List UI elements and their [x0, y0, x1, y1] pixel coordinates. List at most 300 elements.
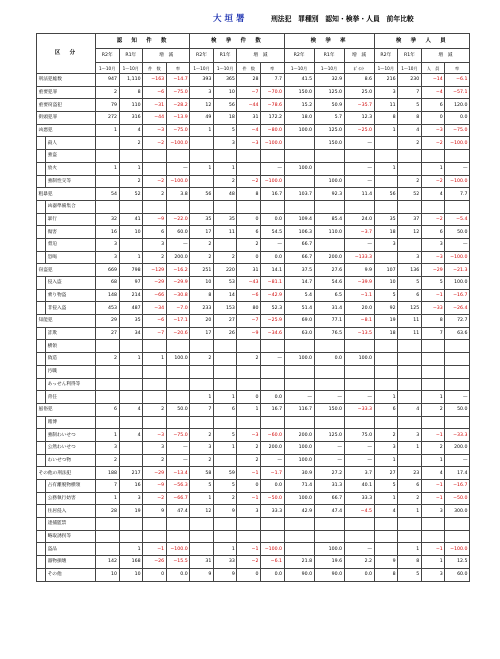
cell-value: 1: [213, 543, 237, 556]
cell-value: 48: [213, 188, 237, 201]
cell-value: −133.3: [344, 251, 374, 264]
cell-value: 12.3: [344, 112, 374, 125]
cell-value: 16.7: [260, 403, 284, 416]
cell-value: [374, 378, 398, 391]
row-label: 窃盗犯: [37, 264, 96, 277]
cell-value: [166, 530, 190, 543]
cell-value: 4: [421, 467, 445, 480]
cell-value: 9: [374, 556, 398, 569]
cell-value: 0: [237, 213, 261, 226]
cell-value: 4: [421, 188, 445, 201]
cell-value: [213, 416, 237, 429]
indent-spacer: [37, 150, 46, 163]
cell-value: 3: [190, 441, 214, 454]
cell-value: [143, 200, 167, 213]
cell-value: 251: [190, 264, 214, 277]
cell-value: [284, 340, 314, 353]
cell-value: 52: [119, 188, 143, 201]
cell-value: −26: [143, 556, 167, 569]
cell-value: −14: [421, 74, 445, 87]
cell-value: 21.8: [284, 556, 314, 569]
table-row: [37, 99, 470, 112]
cell-value: —: [344, 238, 374, 251]
row-label: 凶悪犯: [37, 124, 96, 137]
cell-value: 3: [374, 86, 398, 99]
cell-value: 58: [190, 467, 214, 480]
indent-spacer: [37, 302, 46, 315]
cell-value: [213, 150, 237, 163]
cell-value: −60.0: [260, 429, 284, 442]
cell-value: 106.3: [284, 226, 314, 239]
cell-value: 6: [421, 99, 445, 112]
col-r1: R1年: [314, 49, 344, 63]
row-label: 強制性交等: [45, 175, 95, 188]
cell-value: 12: [190, 505, 214, 518]
cell-value: 16.7: [260, 188, 284, 201]
cell-value: −1: [237, 492, 261, 505]
cell-value: [190, 518, 214, 531]
cell-value: 8: [374, 112, 398, 125]
cell-value: 2: [143, 403, 167, 416]
cell-value: −6: [237, 289, 261, 302]
indent-spacer: [37, 568, 46, 581]
cell-value: [374, 340, 398, 353]
indent-spacer: [37, 327, 46, 340]
cell-value: 8: [398, 556, 422, 569]
cell-value: 2: [398, 175, 422, 188]
cell-value: 16: [119, 480, 143, 493]
indent-spacer: [37, 213, 46, 226]
table-row: [37, 492, 470, 505]
cell-value: 56: [374, 188, 398, 201]
cell-value: —: [445, 454, 470, 467]
cell-value: [314, 378, 344, 391]
cell-value: [314, 200, 344, 213]
cell-value: 80: [237, 302, 261, 315]
cell-value: 7.7: [445, 188, 470, 201]
row-label: 重要犯罪: [37, 86, 96, 99]
cell-value: 4: [398, 124, 422, 137]
cell-value: 2: [119, 137, 143, 150]
cell-value: −50.0: [445, 492, 470, 505]
cell-value: −34.6: [260, 327, 284, 340]
cell-value: 1: [237, 403, 261, 416]
cell-value: −21.3: [445, 264, 470, 277]
cell-value: 487: [119, 302, 143, 315]
crime-statistics-table: [36, 33, 470, 582]
rate-label: 率: [260, 63, 284, 74]
cell-value: 1: [95, 429, 119, 442]
row-label: 賭博: [45, 416, 95, 429]
cell-value: −100.0: [445, 137, 470, 150]
cell-value: 5: [398, 277, 422, 290]
cell-value: 2: [213, 251, 237, 264]
report-subtitle: 刑法犯 罪種別 認知・検挙・人員 前年比較: [271, 15, 414, 23]
cell-value: 31: [237, 264, 261, 277]
cell-value: 8: [421, 315, 445, 328]
indent-spacer: [37, 391, 46, 404]
cell-value: [445, 518, 470, 531]
cell-value: −70.0: [260, 86, 284, 99]
cell-value: [314, 365, 344, 378]
cell-value: 25.0: [344, 86, 374, 99]
cell-value: −1.1: [344, 289, 374, 302]
cell-value: 5: [398, 99, 422, 112]
row-label: 偽造: [45, 353, 95, 366]
cell-value: [190, 416, 214, 429]
cell-value: 35: [119, 315, 143, 328]
indent-spacer: [37, 556, 46, 569]
cell-value: 20: [190, 315, 214, 328]
cell-value: —: [166, 454, 190, 467]
group-kenkyo: 検 挙 件 数: [190, 34, 284, 49]
cell-value: −16.7: [445, 480, 470, 493]
cell-value: [284, 175, 314, 188]
cell-value: [166, 518, 190, 531]
cell-value: 1: [213, 391, 237, 404]
cell-value: 100.0: [314, 175, 344, 188]
cell-value: 1: [213, 441, 237, 454]
count-label: 人 員: [421, 63, 445, 74]
cell-value: —: [344, 543, 374, 556]
cell-value: 1: [95, 162, 119, 175]
cell-value: 1: [374, 391, 398, 404]
indent-spacer: [37, 480, 46, 493]
count-label: 件 数: [143, 63, 167, 74]
cell-value: 18: [374, 226, 398, 239]
cell-value: 200.0: [166, 251, 190, 264]
cell-value: 2: [143, 251, 167, 264]
cell-value: 52.3: [260, 302, 284, 315]
count-label: 件 数: [237, 63, 261, 74]
cell-value: [213, 340, 237, 353]
cell-value: 10: [374, 277, 398, 290]
cell-value: 4: [119, 124, 143, 137]
cell-value: 37.5: [284, 264, 314, 277]
cell-value: −39.9: [344, 277, 374, 290]
cell-value: −3.7: [344, 226, 374, 239]
cell-value: 0: [237, 480, 261, 493]
kubun-header: 区 分: [37, 34, 96, 74]
row-label: 強制わいせつ: [45, 429, 95, 442]
cell-value: 9: [143, 505, 167, 518]
cell-value: −100.0: [260, 543, 284, 556]
cell-value: [374, 530, 398, 543]
cell-value: 2: [213, 492, 237, 505]
cell-value: 100.0: [284, 441, 314, 454]
row-label: 背任: [45, 391, 95, 404]
cell-value: [398, 378, 422, 391]
cell-value: 26: [213, 327, 237, 340]
table-row: [37, 454, 470, 467]
table-row: [37, 543, 470, 556]
cell-value: [119, 518, 143, 531]
cell-value: [398, 416, 422, 429]
cell-value: −33.3: [344, 403, 374, 416]
cell-value: [95, 543, 119, 556]
cell-value: [445, 200, 470, 213]
cell-value: [213, 454, 237, 467]
row-label: わいせつ物: [45, 454, 95, 467]
cell-value: 2: [421, 403, 445, 416]
cell-value: [421, 150, 445, 163]
period-label: 1～10月: [374, 63, 398, 74]
cell-value: 2: [190, 238, 214, 251]
cell-value: −9: [143, 213, 167, 226]
cell-value: −4: [421, 86, 445, 99]
cell-value: 3: [119, 492, 143, 505]
cell-value: 1: [119, 251, 143, 264]
cell-value: −7: [143, 327, 167, 340]
cell-value: 31: [190, 556, 214, 569]
cell-value: —: [260, 353, 284, 366]
cell-value: 2: [95, 86, 119, 99]
cell-value: [398, 150, 422, 163]
group-ritsu: 検 挙 率: [284, 34, 374, 49]
cell-value: 8: [119, 86, 143, 99]
cell-value: [190, 365, 214, 378]
cell-value: 1: [421, 556, 445, 569]
table-row: [37, 340, 470, 353]
cell-value: 69.0: [284, 315, 314, 328]
cell-value: 19: [119, 505, 143, 518]
cell-value: [143, 150, 167, 163]
cell-value: −17.1: [166, 315, 190, 328]
cell-value: 200.0: [260, 441, 284, 454]
table-row: [37, 315, 470, 328]
cell-value: [398, 238, 422, 251]
cell-value: 3: [190, 86, 214, 99]
table-row: [37, 391, 470, 404]
cell-value: [284, 416, 314, 429]
cell-value: —: [314, 391, 344, 404]
cell-value: 6: [398, 289, 422, 302]
point-label: ﾎﾟｲﾝﾄ: [344, 63, 374, 74]
cell-value: 27: [95, 327, 119, 340]
cell-value: −50.0: [260, 492, 284, 505]
indent-spacer: [37, 429, 46, 442]
col-r1: R1年: [213, 49, 237, 63]
cell-value: [166, 200, 190, 213]
table-row: [37, 124, 470, 137]
cell-value: 5: [213, 480, 237, 493]
row-label: あっせん利得等: [45, 378, 95, 391]
table-row: [37, 378, 470, 391]
cell-value: 3: [398, 251, 422, 264]
cell-value: 2: [237, 238, 261, 251]
cell-value: 0: [237, 391, 261, 404]
cell-value: [95, 530, 119, 543]
cell-value: 6: [421, 226, 445, 239]
cell-value: 217: [119, 467, 143, 480]
cell-value: 47.4: [314, 505, 344, 518]
cell-value: −7: [237, 315, 261, 328]
cell-value: −1: [421, 289, 445, 302]
cell-value: −34: [143, 302, 167, 315]
cell-value: 100.0: [284, 492, 314, 505]
cell-value: 6: [237, 226, 261, 239]
row-label: 傷害: [45, 226, 95, 239]
cell-value: 8: [398, 112, 422, 125]
indent-spacer: [37, 353, 46, 366]
cell-value: [260, 518, 284, 531]
row-label: 強盗: [45, 150, 95, 163]
cell-value: −13.9: [166, 112, 190, 125]
row-label: 風俗犯: [37, 403, 96, 416]
cell-value: −1: [237, 543, 261, 556]
cell-value: 17.4: [445, 467, 470, 480]
table-row: [37, 365, 470, 378]
table-row: [37, 467, 470, 480]
indent-spacer: [37, 200, 46, 213]
cell-value: [374, 543, 398, 556]
table-row: [37, 556, 470, 569]
cell-value: [260, 200, 284, 213]
cell-value: [95, 340, 119, 353]
cell-value: 3: [213, 137, 237, 150]
cell-value: 11.4: [344, 188, 374, 201]
cell-value: 0: [421, 112, 445, 125]
row-label: 侵入盗: [45, 277, 95, 290]
cell-value: 7: [398, 86, 422, 99]
cell-value: 1,110: [119, 74, 143, 87]
cell-value: —: [314, 441, 344, 454]
cell-value: −2: [143, 137, 167, 150]
cell-value: 37: [398, 213, 422, 226]
cell-value: [260, 378, 284, 391]
cell-value: 947: [95, 74, 119, 87]
cell-value: −100.0: [166, 543, 190, 556]
table-row: [37, 302, 470, 315]
table-row: [37, 289, 470, 302]
cell-value: 12.5: [445, 556, 470, 569]
cell-value: 5: [398, 568, 422, 581]
cell-value: 35: [190, 213, 214, 226]
cell-value: 27: [374, 467, 398, 480]
row-label: 放火: [45, 162, 95, 175]
cell-value: 33: [213, 556, 237, 569]
cell-value: [344, 378, 374, 391]
cell-value: [374, 175, 398, 188]
cell-value: 110: [119, 99, 143, 112]
cell-value: 53: [213, 277, 237, 290]
cell-value: [314, 416, 344, 429]
row-label: 汚職: [45, 365, 95, 378]
cell-value: 92: [374, 302, 398, 315]
cell-value: 30.9: [284, 467, 314, 480]
cell-value: [344, 530, 374, 543]
cell-value: 150.0: [314, 137, 344, 150]
cell-value: [190, 530, 214, 543]
cell-value: 5.4: [284, 289, 314, 302]
cell-value: −25.9: [260, 315, 284, 328]
cell-value: 2: [213, 175, 237, 188]
cell-value: 100.0: [284, 353, 314, 366]
cell-value: 172.2: [260, 112, 284, 125]
cell-value: 90.0: [314, 568, 344, 581]
cell-value: 17: [190, 226, 214, 239]
cell-value: 3: [398, 429, 422, 442]
cell-value: 100.0: [284, 454, 314, 467]
indent-spacer: [37, 518, 46, 531]
cell-value: −2: [421, 175, 445, 188]
cell-value: 109.4: [284, 213, 314, 226]
cell-value: 2: [190, 353, 214, 366]
table-row: [37, 441, 470, 454]
cell-value: [260, 416, 284, 429]
cell-value: [421, 378, 445, 391]
cell-value: [421, 530, 445, 543]
cell-value: 393: [190, 74, 214, 87]
cell-value: [260, 530, 284, 543]
cell-value: [213, 518, 237, 531]
cell-value: [260, 365, 284, 378]
cell-value: [213, 378, 237, 391]
cell-value: −1: [143, 543, 167, 556]
cell-value: −1: [421, 492, 445, 505]
table-row: [37, 213, 470, 226]
cell-value: −31: [143, 99, 167, 112]
cell-value: [190, 340, 214, 353]
cell-value: −7.0: [166, 302, 190, 315]
cell-value: 12: [398, 226, 422, 239]
cell-value: −44: [143, 112, 167, 125]
cell-value: 1: [374, 162, 398, 175]
cell-value: [398, 365, 422, 378]
cell-value: −100.0: [260, 137, 284, 150]
cell-value: [421, 365, 445, 378]
cell-value: 8.6: [344, 74, 374, 87]
cell-value: 4: [374, 505, 398, 518]
cell-value: 35: [374, 213, 398, 226]
cell-value: −163: [143, 74, 167, 87]
cell-value: [237, 518, 261, 531]
cell-value: 10: [119, 568, 143, 581]
row-label: 器物損壊: [45, 556, 95, 569]
cell-value: 79: [95, 99, 119, 112]
cell-value: —: [344, 441, 374, 454]
cell-value: [213, 200, 237, 213]
cell-value: [213, 530, 237, 543]
cell-value: 136: [398, 264, 422, 277]
cell-value: 6: [398, 480, 422, 493]
cell-value: −33.3: [445, 429, 470, 442]
cell-value: 100.0: [314, 543, 344, 556]
cell-value: [237, 200, 261, 213]
cell-value: 1: [190, 162, 214, 175]
cell-value: [284, 137, 314, 150]
cell-value: 10: [190, 277, 214, 290]
cell-value: 3: [374, 238, 398, 251]
cell-value: [119, 391, 143, 404]
cell-value: 1: [119, 543, 143, 556]
cell-value: 76.5: [314, 327, 344, 340]
cell-value: 0: [143, 568, 167, 581]
cell-value: 233: [190, 302, 214, 315]
indent-spacer: [37, 226, 46, 239]
col-r1: R1年: [119, 49, 143, 63]
row-label: その他の刑法犯: [37, 467, 96, 480]
cell-value: 5.7: [314, 112, 344, 125]
cell-value: −129: [143, 264, 167, 277]
cell-value: [445, 416, 470, 429]
cell-value: 3: [421, 505, 445, 518]
rate-label: 率: [166, 63, 190, 74]
header-row-periods: [37, 63, 470, 74]
cell-value: 3: [95, 238, 119, 251]
cell-value: 14.7: [284, 277, 314, 290]
cell-value: 0: [237, 251, 261, 264]
